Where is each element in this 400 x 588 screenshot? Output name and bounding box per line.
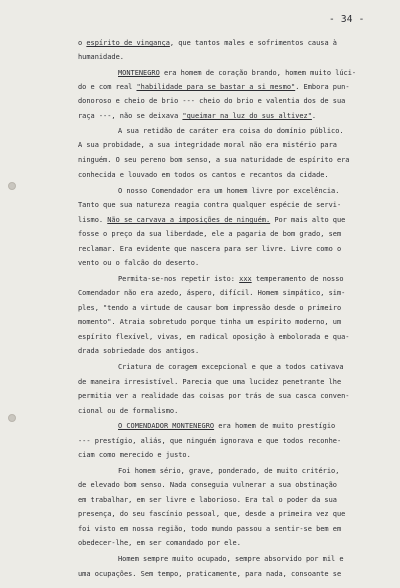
- text-segment: . Embora pun-: [295, 83, 350, 91]
- text-segment: fosse o preço da sua liberdade, ele a pagaria de bom grado, sem: [78, 230, 342, 238]
- underlined-phrase: "queimar na luz do sus altivez": [182, 112, 312, 120]
- text-line: [78, 244, 341, 254]
- text-line: [118, 466, 339, 476]
- text-line: [78, 200, 341, 210]
- text-line: [78, 258, 199, 268]
- text-line: [78, 346, 199, 356]
- text-line: [118, 421, 335, 431]
- text-segment: ciam como merecido e justo.: [78, 451, 191, 459]
- text-segment: , que tantos males e sofrimentos causa à: [169, 39, 337, 47]
- text-segment: obedecer-lhe, em ser comandado por ele.: [78, 539, 241, 547]
- text-line: [78, 406, 178, 416]
- text-segment: cional ou de formalismo.: [78, 407, 179, 415]
- page-number: - 34 -: [329, 14, 365, 25]
- text-line: [78, 495, 337, 505]
- text-line: [78, 111, 316, 121]
- text-line: [78, 509, 345, 519]
- text-line: [78, 215, 345, 225]
- text-segment: A sua probidade, a sua integridade moral não era mistério para: [78, 141, 337, 149]
- text-line: [118, 274, 344, 284]
- text-segment: A sua retidão de caráter era coisa do domínio público.: [118, 127, 344, 135]
- text-segment: Permita-se-nos repetir isto:: [118, 275, 240, 283]
- text-line: [118, 68, 356, 78]
- text-line: [78, 332, 350, 342]
- text-segment: lismo.: [78, 216, 108, 224]
- text-segment: conhecida e louvado em todos os cantos e recantos da cidade.: [78, 171, 329, 179]
- text-segment: espírito flexível, vivas, em radical oposição à embolorada e qua-: [78, 333, 350, 341]
- text-line: [78, 569, 341, 579]
- text-segment: de elevado bom senso. Nada conseguia vulnerar a sua obstinação: [78, 481, 337, 489]
- underlined-phrase: O COMENDADOR MONTENEGRO: [118, 422, 215, 430]
- text-line: [78, 538, 241, 548]
- underlined-phrase: MONTENEGRO: [118, 69, 160, 77]
- text-segment: raça ---, não se deixava: [78, 112, 183, 120]
- text-segment: Foi homem sério, grave, ponderado, de muito critério,: [118, 467, 340, 475]
- text-segment: humanidade.: [78, 53, 124, 61]
- text-segment: o: [78, 39, 87, 47]
- text-line: [78, 524, 341, 534]
- text-segment: donoroso e cheio de brio --- cheio do brio e valentia dos de sua: [78, 97, 346, 105]
- text-line: [118, 186, 339, 196]
- text-segment: reclamar. Era evidente que nascera para ser livre. Livre como o: [78, 245, 342, 253]
- text-segment: de maneira irresistível. Parecia que uma lucidez penetrante lhe: [78, 378, 342, 386]
- text-segment: momento". Atraia sobretudo porque tinha um espírito moderno, um: [78, 318, 342, 326]
- text-segment: uma ocupações. Sem tempo, praticamente, para nada, consoante se: [78, 570, 342, 578]
- text-segment: drada sobriedade dos antigos.: [78, 347, 200, 355]
- text-line: [78, 229, 341, 239]
- text-segment: Comendador não era azedo, áspero, difícil. Homem simpático, sim-: [78, 289, 346, 297]
- text-segment: em trabalhar, em ser livre e laborioso. Era tal o poder da sua: [78, 496, 337, 504]
- text-segment: vento ou o falcão do deserto.: [78, 259, 200, 267]
- underlined-phrase: espírito de vingança: [86, 39, 170, 47]
- text-segment: .: [311, 112, 317, 120]
- text-line: [78, 52, 124, 62]
- text-line: [78, 480, 337, 490]
- text-line: [78, 303, 341, 313]
- text-line: [78, 317, 341, 327]
- text-line: [78, 391, 350, 401]
- text-segment: temperamento de nosso: [251, 275, 344, 283]
- text-segment: Criatura de coragem excepcional e que a todos cativava: [118, 363, 344, 371]
- text-line: [78, 82, 350, 92]
- text-segment: permitia ver a realidade das coisas por trás de sua casca conven-: [78, 392, 350, 400]
- text-segment: presença, do seu fascínio pessoal, que, desde a primeira vez que: [78, 510, 346, 518]
- text-line: [78, 377, 341, 387]
- text-line: [78, 288, 345, 298]
- text-segment: ninguém. O seu pereno bom senso, a sua naturidade de espírito era: [78, 156, 350, 164]
- text-line: [78, 450, 191, 460]
- text-line: [78, 155, 350, 165]
- text-line: [78, 436, 341, 446]
- underlined-phrase: Não se carvava a imposições de ninguém.: [107, 216, 271, 224]
- text-segment: era homem de muito prestígio: [214, 422, 336, 430]
- text-segment: era homem de coração brando, homem muito lúci-: [159, 69, 357, 77]
- text-segment: Por mais alto que: [270, 216, 346, 224]
- underlined-phrase: xxx: [239, 275, 252, 283]
- text-line: [78, 170, 329, 180]
- text-line: [118, 126, 344, 136]
- text-line: [118, 554, 344, 564]
- text-line: [78, 38, 337, 48]
- text-segment: foi visto em nossa região, todo mundo passou a sentir-se bem em: [78, 525, 342, 533]
- underlined-phrase: "habilidade para se bastar a si mesmo": [136, 83, 296, 91]
- text-segment: ples, "tendo a virtude de causar bom impressão desde o primeiro: [78, 304, 342, 312]
- text-segment: Homem sempre muito ocupado, sempre absorvido por mil e: [118, 555, 344, 563]
- text-segment: do e com real: [78, 83, 137, 91]
- text-line: [78, 96, 345, 106]
- text-line: [78, 140, 337, 150]
- text-segment: --- prestígio, aliás, que ninguém ignorava e que todos reconhe-: [78, 437, 342, 445]
- text-segment: O nosso Comendador era um homem livre por excelência.: [118, 187, 340, 195]
- text-segment: Tanto que sua natureza reagia contra qualquer espécie de servi-: [78, 201, 342, 209]
- text-line: [118, 362, 344, 372]
